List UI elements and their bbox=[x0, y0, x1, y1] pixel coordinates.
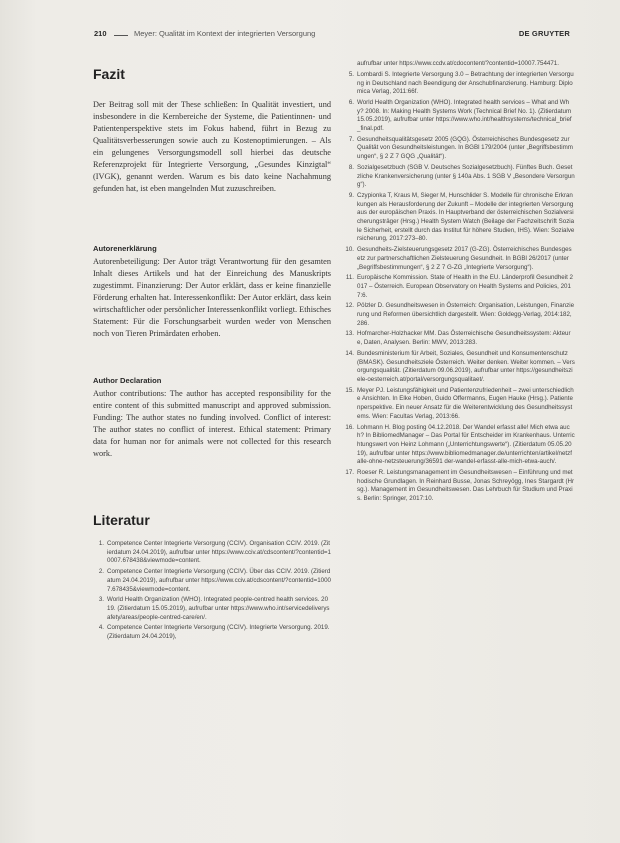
reference-item bbox=[343, 99, 575, 134]
reference-item bbox=[343, 302, 575, 328]
reference-text: World Health Organization (WHO). Integrated people-centred health services. 2019. (Zitierdatum 15.05.2019), aufrufbar unter https://www.who.int/servicedeliverysafety/areas/people-centred-care/en/. bbox=[107, 596, 330, 621]
reference-number: 15. bbox=[345, 386, 354, 394]
reference-number: 11. bbox=[345, 274, 354, 282]
reference-item bbox=[93, 624, 331, 641]
reference-text: Sozialgesetzbuch (SGB V. Deutsches Sozialgesetzbuch). Fünftes Buch. Gesetzliche Krankenversicherung (unter § 140a Abs. 1 SGB V „Besondere Versorgung“). bbox=[357, 163, 575, 189]
reference-text: World Health Organization (WHO). Integrated health services – What and Why? 2008. In: Making Health Systems Work (Technical Brief No. 1). (Zitierdatum 15.05.2019), aufrufbar unter https://www.who.int/healthsystems/technical_brief_final.pdf. bbox=[357, 98, 572, 133]
reference-number: 14. bbox=[345, 349, 354, 357]
reference-text: Pölzler D. Gesundheitswesen in Österreich: Organisation, Leistungen, Finanzierung und Reformen übersichtlich dargestellt. Wien: Goldegg-Verlag, 2014:182, 286. bbox=[357, 302, 575, 327]
reference-number: 2. bbox=[98, 568, 104, 576]
autorenerklaerung-heading: Autorenerklärung bbox=[93, 244, 157, 253]
running-header bbox=[94, 29, 570, 43]
reference-item bbox=[343, 246, 575, 272]
reference-item bbox=[343, 387, 575, 422]
reference-number: 7. bbox=[348, 135, 354, 143]
reference-item bbox=[93, 596, 331, 622]
reference-column-right bbox=[343, 60, 575, 506]
reference-item bbox=[343, 330, 575, 347]
fazit-heading: Fazit bbox=[93, 66, 125, 82]
publisher-name: DE GRUYTER bbox=[518, 29, 570, 38]
fazit-paragraph: Der Beitrag soll mit der These schließen: In Qualität investiert, und insbesondere in die Kernbereiche der Systeme, die Patientinnen- und Patientenperspektive stets im Fokus habend, führt in Bezug zu Qualitätsverbesserungen sowie auch zu Kostenoptimierungen. – Als ein gelungenes Versorgungsmodell soll hierbei das deutsche Referenzprojekt für Integrierte Versorgung, „Gesundes Kinzigtal“ (IVGK), genannt werden. Warum es bis dato keine Nachahmung gefunden hat, ist eben mangelnden Mut zuzuschreiben. bbox=[93, 100, 331, 193]
reference-text: Competence Center Integrierte Versorgung (CCIV). Integrierte Versorgung. 2019. (Zitierdatum 24.04.2019), bbox=[107, 624, 330, 641]
reference-number: 16. bbox=[345, 423, 354, 431]
reference-item bbox=[343, 469, 575, 504]
author-declaration-heading: Author Declaration bbox=[93, 376, 162, 385]
reference-text: Bundesministerium für Arbeit, Soziales, Gesundheit und Konsumentenschutz (BMASK). Gesundheitsziele Österreich. Weiter denken. Weiter kommen. – Versorgungsqualität. (Zitierdatum 09.06.2019), aufrufbar unter https://gesundheitsziele-oesterreich.at/portal/versorgungsqualitaet/. bbox=[357, 349, 575, 383]
reference-text: Lohmann H. Blog posting 04.12.2018. Der Wandel erfasst alle! Mich etwa auch? In BibliomedManager – Das Portal für Entscheider im Krankenhaus. Unterrichtungswert von Heinz Lohmann („Unterrichtungswerte“). (Zitierdatum 05.05.2019), aufrufbar unter https://www.bibliomedmanager.de/unterrichten/artikel/netzfalle-ohne-netzsteuerung/36591 der-wandel-erfasst-alle-mich-etwa-auch/. bbox=[357, 423, 575, 466]
reference-text: Gesundheits-Zielsteuerungsgesetz 2017 (G-ZG). Österreichisches Bundesgesetz zur partnerschaftlichen Zielsteuerung Gesundheit. In BGBl 26/2017 (unter „Begriffsbestimmungen“, § 2 Z 7 G-ZG „Integrierte Versorgung“). bbox=[357, 246, 572, 271]
reference-item bbox=[343, 164, 575, 190]
header-divider bbox=[114, 35, 128, 36]
page-number: 210 bbox=[94, 29, 107, 38]
reference-item bbox=[343, 274, 575, 300]
reference-number: 12. bbox=[345, 302, 354, 310]
reference-item bbox=[343, 350, 575, 385]
reference-text: Competence Center Integrierte Versorgung (CCIV). Über das CCIV. 2019. (Zitierdatum 24.04.2019), aufrufbar unter https://www.cciv.at/cdscontent/?contentid=10007.678435&viewmode=content. bbox=[107, 568, 331, 593]
reference-number: 13. bbox=[345, 330, 354, 338]
reference-number: 17. bbox=[345, 469, 354, 477]
reference-item bbox=[93, 540, 331, 566]
literatur-heading: Literatur bbox=[93, 512, 150, 528]
reference-number: 4. bbox=[98, 624, 104, 632]
reference-number: 10. bbox=[345, 246, 354, 254]
reference-number: 8. bbox=[348, 163, 354, 171]
reference-text: Lombardi S. Integrierte Versorgung 3.0 – Betrachtung der integrierten Versorgung in Deutschland nach Beendigung der Anschubfinanzierung. Hamburg: Diplomica Verlag, 2011:66f. bbox=[357, 70, 574, 96]
reference-text: Competence Center Integrierte Versorgung (CCIV). Organisation CCIV. 2019. (Zitierdatum 24.04.2019), aufrufbar unter https://www.cciv.at/cdscontent/?contentid=10007.678438&viewmode=content. bbox=[107, 540, 331, 565]
reference-item bbox=[343, 71, 575, 97]
reference-number: 3. bbox=[98, 596, 104, 604]
reference-text: Europäische Kommission. State of Health in the EU. Länderprofil Gesundheit 2017 – Österreich. European Observatory on Health Systems and Policies, 2017:6. bbox=[357, 274, 573, 299]
reference-text: Hofmarcher-Holzhacker MM. Das Österreichische Gesundheitssystem: Akteure, Daten, Analysen. Berlin: MWV, 2013:283. bbox=[357, 330, 571, 347]
autorenerklaerung-paragraph: Autorenbeteiligung: Der Autor trägt Verantwortung für den gesamten Inhalt dieses Artikels und hat der Einreichung des Manuskripts zugestimmt. Finanzierung: Der Autor erklärt, dass er keine finanzielle Förderung erhalten hat. Interessenkonflikt: Der Autor erklärt, dass kein wirtschaftlicher oder persönlicher Interessenkonflikt vorliegt. Ethisches Statement: Für die Forschungsarbeit wurden weder von Menschen noch von Tieren Primärdaten erhoben. bbox=[93, 257, 331, 338]
reference-text: Czypionka T, Kraus M, Sieger M, Hunschlider S. Modelle für chronische Erkrankungen als Herausforderung der Zukunft – Modelle der integrierten Versorgung aus der europäischen Praxis. In Hauptverband der österreichischen Sozialversicherungsträger (Hrsg.) Health System Watch (Beilage der Fachzeitschrift Soziale Sicherheit, erstellt durch das Institut für höhere Studien, IHS). Wien: Sozialversicherung, 2017:273–80. bbox=[357, 191, 575, 243]
reference-list-right bbox=[343, 71, 575, 504]
reference-number: 9. bbox=[348, 191, 354, 199]
reference-item bbox=[93, 568, 331, 594]
reference-item bbox=[343, 424, 575, 468]
running-title: Meyer: Qualität im Kontext der integrierten Versorgung bbox=[134, 29, 316, 38]
reference-carryover: aufrufbar unter https://www.ccdv.at/cdocontent/?contentid=10007.754471. bbox=[357, 60, 559, 67]
reference-text: Gesundheitsqualitätsgesetz 2005 (GQG). Österreichisches Bundesgesetz zur Qualität von Gesundheitsleistungen. In BGBl 179/2004 (unter „Begriffsbestimmungen“, § 2 Z 7 GQG „Qualität“). bbox=[357, 135, 573, 161]
reference-number: 6. bbox=[348, 98, 354, 106]
author-declaration-paragraph: Author contributions: The author has accepted responsibility for the entire content of this submitted manuscript and approved submission. Funding: The author states no funding involved. Conflict of interest: The author states no conflict of interest. Ethical statement: Primary data for human nor for animals were not collected for this research work. bbox=[93, 389, 331, 458]
reference-list-left bbox=[93, 540, 331, 644]
reference-item bbox=[343, 136, 575, 162]
reference-text: Meyer PJ. Leistungsfähigkeit und Patientenzufriedenheit – zwei unterschiedliche Ansichten. In Elke Hoben, Guido Offermanns, Eugen Hauke (Hrsg.). Patientenperspektive. Ein neuer Ansatz für die Weiterentwicklung des Gesundheitssystems. Wien: Facultas Verlag, 2013:66. bbox=[357, 386, 574, 420]
reference-number: 5. bbox=[348, 70, 354, 78]
reference-number: 1. bbox=[98, 540, 104, 547]
reference-item bbox=[343, 192, 575, 244]
reference-text: Roeser R. Leistungsmanagement im Gesundheitswesen – Einführung und methodische Grundlagen. In Reinhard Busse, Jonas Schreyögg, Ines Stargardt (Hrsg.). Management im Gesundheitswesen. Das Lehrbuch für Studium und Praxis. Berlin: Springer, 2017:10. bbox=[357, 469, 575, 503]
